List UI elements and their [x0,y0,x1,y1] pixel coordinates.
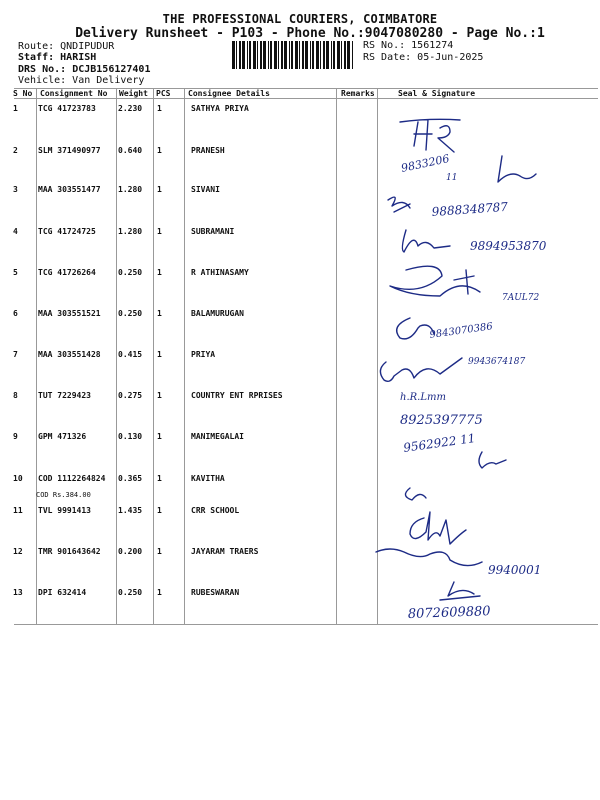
cod-amount: COD Rs.384.00 [36,491,91,499]
signature-stroke [380,358,462,381]
cell-consignee: SATHYA PRIYA [191,104,249,113]
barcode-bar [331,41,332,69]
barcode-bar [316,41,319,69]
cell-consignment: TCG 41726264 [38,268,96,277]
barcode-bar [260,41,262,69]
signature-stroke [410,512,466,544]
cell-sno: 11 [13,506,23,515]
cell-weight: 0.275 [118,391,143,400]
cell-consignment: MAA 303551477 [38,185,101,194]
barcode-bar [284,41,287,69]
cell-sno: 1 [13,104,18,113]
barcode-bar [232,41,235,69]
drs-label: DRS No.: [18,64,67,75]
barcode-bar [263,41,266,69]
cell-sno: 3 [13,185,18,194]
cell-consignee: MANIMEGALAI [191,432,244,441]
company-title: THE PROFESSIONAL COURIERS, COIMBATORE [162,12,438,26]
staff-label: Staff: [18,52,55,63]
vehicle-info: Vehicle: Van Delivery [18,75,145,86]
handwritten-name: h.R.Lmm [400,392,446,403]
column-divider [36,88,37,625]
signature-stroke [400,119,460,152]
cell-pcs: 1 [157,547,162,556]
cell-pcs: 1 [157,146,162,155]
rs-info [363,40,483,64]
cell-weight: 0.250 [118,268,143,277]
cell-sno: 12 [13,547,23,556]
barcode-bar [341,41,342,69]
cell-weight: 0.250 [118,309,143,318]
handwritten-phone: 8072609880 [407,604,491,622]
signature-stroke [405,488,426,500]
barcode-bar [326,41,329,69]
staff-name: HARISH [60,52,97,63]
barcode-bar [299,41,300,69]
cell-weight: 0.415 [118,350,143,359]
cell-consignment: GPM 471326 [38,432,87,441]
signature-stroke [388,197,410,212]
cell-weight: 0.200 [118,547,143,556]
cell-pcs: 1 [157,432,162,441]
barcode-bar [295,41,298,69]
column-divider [116,88,117,625]
cell-pcs: 1 [157,227,162,236]
barcode-bar [347,41,350,69]
cell-consignee: SIVANI [191,185,220,194]
barcode-bar [281,41,283,69]
barcode-bar [291,41,293,69]
barcode-bar [323,41,325,69]
cell-pcs: 1 [157,506,162,515]
route-info: Route: QNDIPUDUR [18,41,115,52]
barcode-bar [320,41,321,69]
cell-sno: 9 [13,432,18,441]
barcode-bar [268,41,269,69]
barcode-bar [278,41,279,69]
col-header-weight: Weight [119,89,148,98]
col-header-sno: S No [13,89,33,98]
barcode-bar [305,41,308,69]
cell-weight: 0.250 [118,588,143,597]
cell-pcs: 1 [157,104,162,113]
cell-consignment: TVL 9991413 [38,506,91,515]
cell-pcs: 1 [157,185,162,194]
cell-consignment: TMR 901643642 [38,547,101,556]
barcode-bar [249,41,251,69]
cell-consignee: BALAMURUGAN [191,309,244,318]
handwritten-phone: 8925397775 [400,413,483,428]
barcode-bar [344,41,346,69]
barcode-bar [310,41,311,69]
signature-stroke [498,156,536,182]
cell-consignee: KAVITHA [191,474,225,483]
staff-info [18,52,96,63]
handwritten-phone: 9940001 [488,563,542,577]
cell-consignment: COD 1112264824 [38,474,106,483]
cell-consignee: PRIYA [191,350,216,359]
cell-weight: 0.130 [118,432,143,441]
rs-number: RS No.: 1561274 [363,40,454,51]
table-header-rule [14,98,598,99]
cell-consignment: MAA 303551428 [38,350,101,359]
cell-weight: 1.280 [118,227,143,236]
signature-stroke [390,266,480,296]
handwritten-phone: 9888348787 [431,199,509,219]
cell-consignee: CRR SCHOOL [191,506,240,515]
barcode-bar [270,41,272,69]
barcode-bar [302,41,304,69]
signature-stroke [376,549,482,566]
handwritten-note: 11 [446,173,458,183]
col-header-pcs: PCS [156,89,171,98]
cell-consignee: JAYARAM TRAERS [191,547,259,556]
barcode-bar [312,41,314,69]
cell-sno: 5 [13,268,18,277]
cell-weight: 0.640 [118,146,143,155]
cell-sno: 7 [13,350,18,359]
cell-sno: 10 [13,474,23,483]
cell-pcs: 1 [157,588,162,597]
barcode-bar [257,41,258,69]
barcode-bar [236,41,237,69]
handwritten-phone: 9894953870 [470,239,547,253]
cell-consignee: RUBESWARAN [191,588,240,597]
cell-consignee: SUBRAMANI [191,227,235,236]
cell-pcs: 1 [157,350,162,359]
column-divider [153,88,154,625]
cell-sno: 2 [13,146,18,155]
col-header-remarks: Remarks [341,89,375,98]
col-header-consignee: Consignee Details [188,89,270,98]
cell-consignment: TCG 41724725 [38,227,96,236]
cell-sno: 8 [13,391,18,400]
cell-consignee: COUNTRY ENT RPRISES [191,391,283,400]
handwritten-phone: 9943674187 [468,357,526,367]
barcode-bar [274,41,277,69]
runsheet-subtitle: Delivery Runsheet - P103 - Phone No.:9047080280 - Page No.:1 [75,26,545,41]
cell-pcs: 1 [157,474,162,483]
cell-weight: 1.435 [118,506,143,515]
handwritten-signatures [370,100,598,625]
handwritten-phone: 9833206 [399,152,451,175]
barcode-bar [253,41,256,69]
drs-number: DCJB156127401 [72,64,151,75]
cell-consignee: R ATHINASAMY [191,268,249,277]
handwritten-note: 7AUL72 [502,293,540,303]
barcode-bar [242,41,245,69]
col-header-signature: Seal & Signature [398,89,476,98]
cell-sno: 4 [13,227,18,236]
cell-pcs: 1 [157,268,162,277]
cell-consignment: MAA 303551521 [38,309,101,318]
cell-consignment: SLM 371490977 [38,146,101,155]
barcode-bar [337,41,340,69]
barcode-bar [247,41,248,69]
cell-pcs: 1 [157,309,162,318]
signature-stroke [440,582,480,600]
barcode-bar [333,41,335,69]
cell-consignee: PRANESH [191,146,225,155]
cell-weight: 1.280 [118,185,143,194]
barcode-image [232,41,354,69]
barcode-bar [289,41,290,69]
cell-weight: 2.230 [118,104,143,113]
signature-stroke [479,452,506,468]
cell-consignment: TUT 7229423 [38,391,91,400]
drs-info [18,64,150,75]
cell-consignment: DPI 632414 [38,588,87,597]
column-divider [336,88,337,625]
cell-sno: 13 [13,588,23,597]
signature-stroke [397,318,434,339]
cell-pcs: 1 [157,391,162,400]
barcode-bar [352,41,353,69]
cell-sno: 6 [13,309,18,318]
handwritten-phone: 9562922 11 [402,431,477,455]
signature-stroke [402,230,450,252]
col-header-consignment: Consignment No [40,89,108,98]
cell-weight: 0.365 [118,474,143,483]
barcode-bar [239,41,241,69]
column-divider [184,88,185,625]
rs-date: RS Date: 05-Jun-2025 [363,52,484,63]
handwritten-phone: 9843070386 [428,321,494,341]
cell-consignment: TCG 41723783 [38,104,96,113]
